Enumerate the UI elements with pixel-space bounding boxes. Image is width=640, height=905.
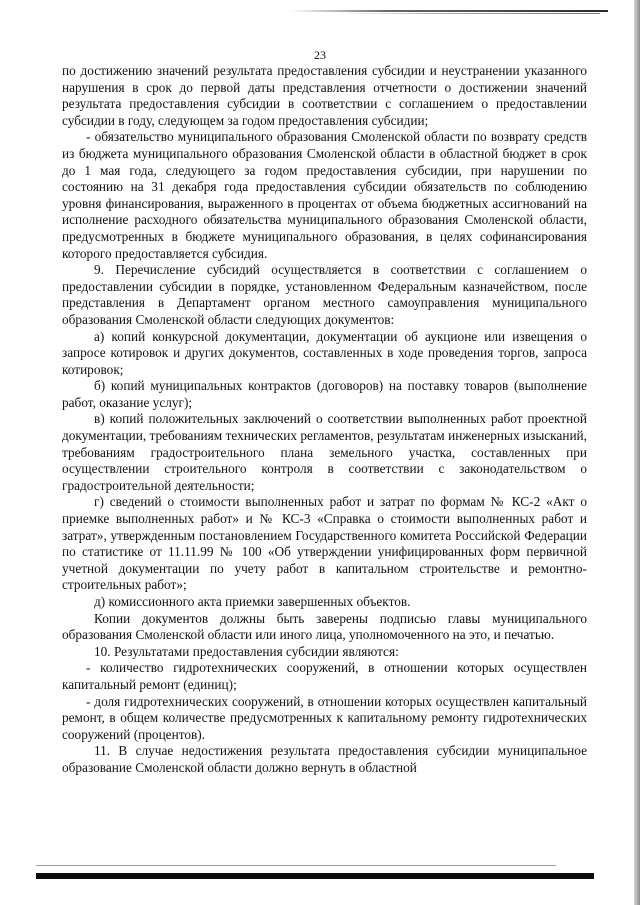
paragraph-clause-9c: в) копий положительных заключений о соответствии выполненных работ проектной документации, требованиям технических регламентов, результатам инженерных изысканий, требованиям градостроительного плана земельного участка, составленных при осуществлении строительного контроля в соответствии с законодательством о градостроительной деятельности; <box>62 411 587 493</box>
paragraph-clause-10: 10. Результатами предоставления субсидии являются: <box>94 643 399 659</box>
scan-artifact-top <box>290 10 608 12</box>
paragraph-clause-9d: г) сведений о стоимости выполненных работ и затрат по формам № КС-2 «Акт о приемке выполненных работ» и № КС-3 «Справка о стоимости выполненных работ и затрат», утвержденным постановлением Государственного комитета Российской Федерации по статистике от 11.11.99 № 100 «Об утверждении унифицированных форм первичной учетной документации по учету работ в капитальном строительстве и ремонтно-строительных работ»; <box>62 494 587 593</box>
scan-artifact-bottom-line <box>36 865 556 866</box>
paragraph-clause-9e: д) комиссионного акта приемки завершенных объектов. <box>94 594 411 609</box>
paragraph-result-count: - количество гидротехнических сооружений, в отношении которых осуществлен капитальный ремонт (единиц); <box>62 660 587 692</box>
page-number: 23 <box>314 48 326 62</box>
paragraph-clause-9a: а) копий конкурсной документации, документации об аукционе или извещения о запросе котировок и других документов, составленных в ходе проведения торгов, запроса котировок; <box>62 328 587 377</box>
paragraph-result-share: - доля гидротехнических сооружений, в отношении которых осуществлен капитальный ремонт, в общем количестве предусмотренных к капитальному ремонту гидротехнических сооружений (процентов). <box>62 693 587 742</box>
paragraph-clause-9b: б) копий муниципальных контрактов (договоров) на поставку товаров (выполнение работ, оказание услуг); <box>62 378 587 410</box>
paragraph-continuation: по достижению значений результата предоставления субсидии и неустранении указанного нарушения в срок до первой даты представления отчетности о достижении значений результата предоставления субсидии в соответствии с соглашением о предоставлении субсидии в году, следующем за годом предоставления субсидии; <box>62 63 587 128</box>
scan-artifact-bottom-bar <box>36 873 594 879</box>
scan-artifact-top-secondary <box>340 13 600 14</box>
paragraph-clause-9: 9. Перечисление субсидий осуществляется в соответствии с соглашением о предоставлении субсидии в порядке, установленном Федеральным казначейством, после представления в Департамент органом местного самоуправления муниципального образования Смоленской области следующих документов: <box>62 262 587 327</box>
paragraph-obligation-return: - обязательство муниципального образования Смоленской области по возврату средств из бюджета муниципального образования Смоленской области в областной бюджет в срок до 1 мая года, следующего за годом предоставления субсидии, при нарушении по состоянию на 31 декабря года предоставления субсидии обязательств по соблюдению уровня финансирования, выраженного в процентах от объема бюджетных ассигнований на исполнение расходного обязательства муниципального образования Смоленской области, предусмотренных в бюджете муниципального образования, в целях софинансирования которого предоставляется субсидия. <box>62 129 587 261</box>
document-body <box>62 63 587 777</box>
paragraph-clause-11: 11. В случае недостижения результата предоставления субсидии муниципальное образование Смоленской области должно вернуть в областной <box>62 743 587 775</box>
paragraph-copies-certification: Копии документов должны быть заверены подписью главы муниципального образования Смоленской области или иного лица, уполномоченного на это, и печатью. <box>62 610 587 643</box>
scan-edge-right <box>634 0 640 905</box>
